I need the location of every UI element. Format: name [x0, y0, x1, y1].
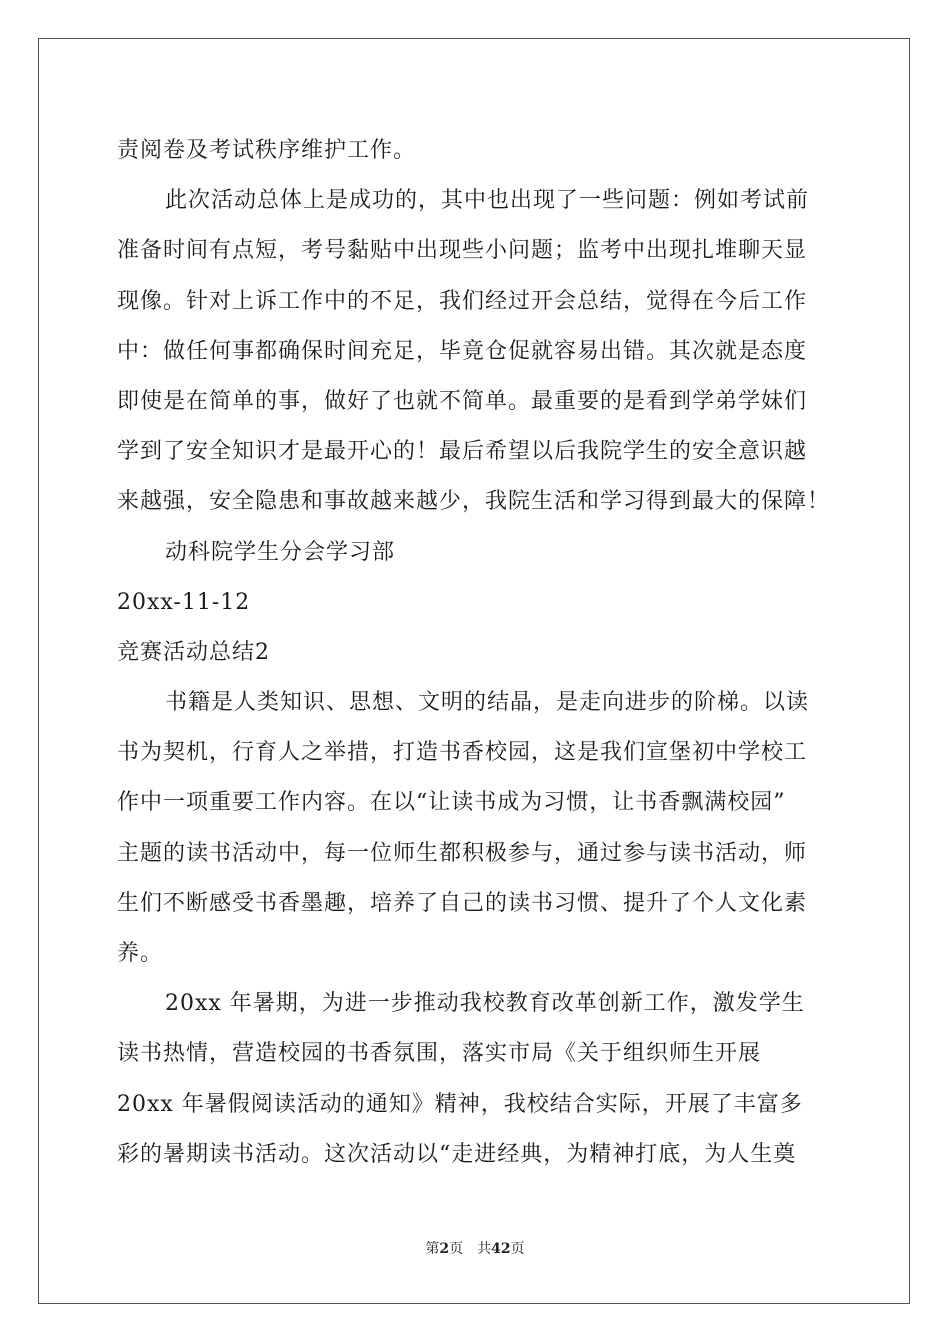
- page-number-suffix: 页: [449, 1241, 464, 1257]
- text-line: 来越强，安全隐患和事故越来越少，我院生活和学习得到最大的保障！: [117, 489, 831, 515]
- text-line: 作中一项重要工作内容。在以“让读书成为习惯，让书香飘满校园”: [117, 790, 786, 816]
- text-line: 20xx 年暑假阅读活动的通知》精神，我校结合实际，开展了丰富多: [117, 1091, 803, 1117]
- text-line: 20xx 年暑期，为进一步推动我校教育改革创新工作，激发学生: [165, 991, 805, 1017]
- text-line: 彩的暑期读书活动。这次活动以“走进经典，为精神打底，为人生奠: [117, 1141, 797, 1167]
- page-number-current: 2: [439, 1241, 450, 1257]
- text-line: 学到了安全知识才是最开心的！最后希望以后我院学生的安全意识越: [117, 439, 808, 465]
- text-line: 读书热情，营造校园的书香氛围，落实市局《关于组织师生开展: [117, 1041, 762, 1067]
- text-line: 主题的读书活动中，每一位师生都积极参与，通过参与读书活动，师: [117, 840, 808, 866]
- text-line: 此次活动总体上是成功的，其中也出现了一些问题：例如考试前: [165, 188, 810, 214]
- page-total: 42: [491, 1241, 511, 1257]
- text-line: 生们不断感受书香墨趣，培养了自己的读书习惯、提升了个人文化素: [117, 890, 808, 916]
- signature-department: 动科院学生分会学习部: [165, 539, 396, 565]
- page-total-suffix: 页: [510, 1241, 525, 1257]
- text-line: 中：做任何事都确保时间充足，毕竟仓促就容易出错。其次就是态度: [117, 338, 808, 364]
- text-line: 养。: [117, 941, 164, 966]
- document-body: [117, 126, 837, 1180]
- signature-date: 20xx-11-12: [117, 589, 251, 615]
- text-line: 书为契机，行育人之举措，打造书香校园，这是我们宣堡初中学校工: [117, 740, 808, 766]
- page-footer: [0, 1238, 950, 1258]
- text-line: 即使是在简单的事，做好了也就不简单。最重要的是看到学弟学妹们: [117, 388, 808, 414]
- text-line: 书籍是人类知识、思想、文明的结晶，是走向进步的阶梯。以读: [165, 690, 810, 716]
- page-number-prefix: 第: [425, 1241, 440, 1257]
- text-line: 责阅卷及考试秩序维护工作。: [117, 138, 417, 163]
- page-total-prefix: 共: [477, 1241, 492, 1257]
- text-line: 现像。针对上诉工作中的不足，我们经过开会总结，觉得在今后工作: [117, 288, 808, 314]
- section-heading: 竞赛活动总结2: [117, 639, 270, 665]
- text-line: 准备时间有点短，考号黏贴中出现些小问题；监考中出现扎堆聊天显: [117, 238, 808, 264]
